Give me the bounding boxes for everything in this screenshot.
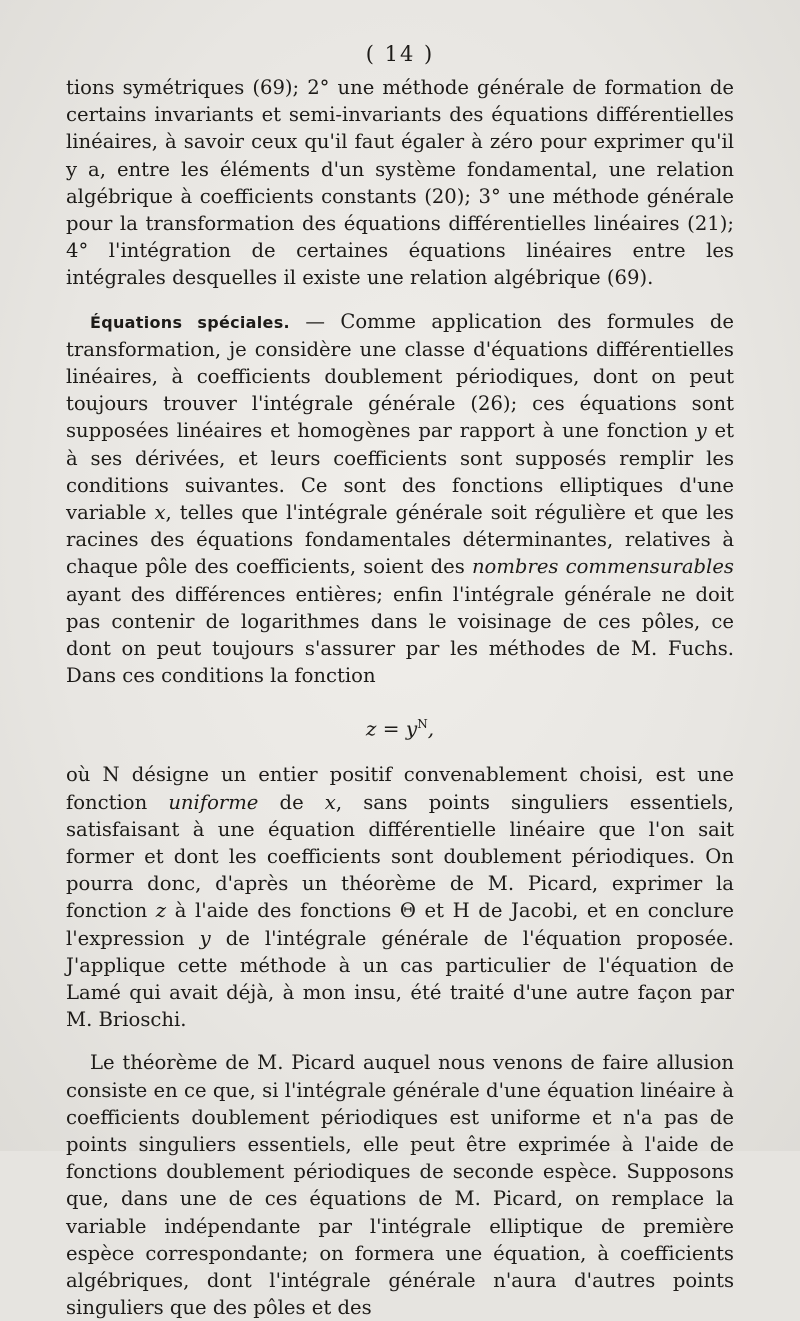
paragraph-special-equations [66,308,734,690]
paragraph-intro: tions symétriques (69); 2° une méthode générale de formation de certains invariants et semi-invariants des équations différentielles linéaires, à savoir ceux qu'il faut égaler à zéro pour exprimer qu'il y a, entre les éléments d'un système fondamental, une relation algébrique à coefficients constants (20); 3° une méthode générale pour la transformation des équations différentielles linéaires (21); 4° l'intégration de certaines équations linéaires entre les intégrales desquelles il existe une relation algébrique (69). [66,76,734,290]
paragraph-text: où N désigne un entier positif convenablement choisi, est une fonction [66,763,734,814]
equation [66,711,734,743]
equation-punct: , [427,717,435,742]
variable-x: x [154,501,166,525]
paragraph-text: de [258,790,325,814]
equation-exponent: N [417,717,428,732]
equation-body: z = y [365,717,418,742]
emphasis-text: uniforme [168,790,259,814]
variable-y: y [199,926,211,950]
paragraph-picard-theorem: Le théorème de M. Picard auquel nous venons de faire allusion consiste en ce que, si l'intégrale générale d'une équation linéaire à coefficients doublement périodiques est uniforme et n'a pas de points singuliers essentiels, elle peut être exprimée à l'aide de fonctions doublement périodiques de seconde espèce. Supposons que, dans une de ces équations de M. Picard, on remplace la variable indépendante par l'intégrale elliptique de première espèce correspondante; on formera une équation, à coefficients algébriques, dont l'intégrale générale n'aura d'autres points singuliers que des pôles et des [66,1051,734,1320]
variable-z: z [155,899,167,923]
page-body [66,74,734,1321]
page-number: ( 14 ) [365,42,435,66]
paragraph-uniform-function [66,761,734,1033]
paragraph-text: , telles que l'intégrale générale soit régulière et que les racines des équations fondamentales déterminantes, relatives à chaque pôle des coefficients, soient des [66,501,734,579]
paragraph-text: , sans points singuliers essentiels, satisfaisant à une équation différentielle linéaire que l'on sait former et dont les coefficients sont doublement périodiques. On pourra donc, d'après un théorème de M. Picard, exprimer la fonction [66,790,734,923]
paragraph-text: — Comme application des formules de transformation, je considère une classe d'équations différentielles linéaires, à coefficients doublement périodiques, dont on peut toujours trouver l'intégrale générale (26); ces équations sont supposées linéaires et homogènes par rapport à une fonction [66,309,735,443]
emphasis-text: nombres commensurables [471,555,734,579]
paragraph-text: ayant des différences entières; enfin l'intégrale générale ne doit pas contenir de logarithmes dans le voisinage de ces pôles, ce dont on peut toujours s'assurer par les méthodes de M. Fuchs. Dans ces conditions la fonction [66,582,734,688]
paragraph-text: et à ses dérivées, et leurs coefficients sont supposés remplir les conditions suivantes. Ce sont des fonctions elliptiques d'une variable [66,419,734,525]
variable-y: y [695,419,707,443]
variable-x: x [324,790,336,814]
paragraph-text: à l'aide des fonctions Θ et H de Jacobi, et en conclure l'expression [66,899,734,950]
section-heading: Équations spéciales. [90,312,290,332]
paragraph-text: de l'intégrale générale de l'équation proposée. J'applique cette méthode à un cas particulier de l'équation de Lamé qui avait déjà, à mon insu, été traité d'une autre façon par M. Brioschi. [66,926,734,1032]
